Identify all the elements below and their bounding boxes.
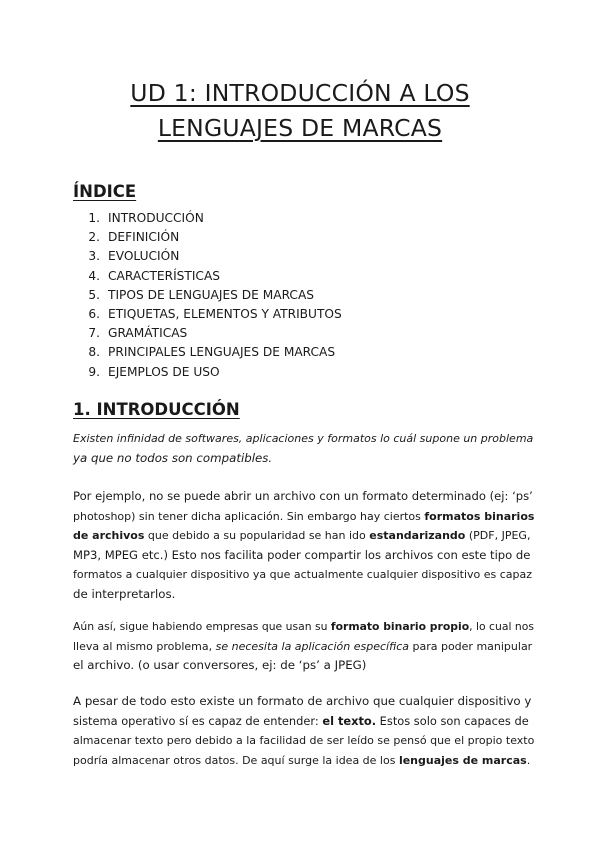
intro-paragraph-1: Existen infinidad de softwares, aplicaciones y formatos lo cuál supone un problema ya que no todos son compatibles. <box>73 432 534 465</box>
bold-text: estandarizando <box>369 529 466 543</box>
index-item-label: PRINCIPALES LENGUAJES DE MARCAS <box>108 345 336 360</box>
index-item-label: ETIQUETAS, ELEMENTOS Y ATRIBUTOS <box>108 306 342 321</box>
index-item <box>73 286 342 305</box>
index-heading: ÍNDICE <box>73 182 137 201</box>
bold-text: formato binario propio <box>330 620 470 633</box>
index-item-label: EJEMPLOS DE USO <box>108 364 220 379</box>
index-item-number: 3. <box>88 249 100 264</box>
index-item <box>73 343 342 362</box>
intro-paragraph-2: Por ejemplo, no se puede abrir un archivo con un formato determinado (ej: ‘ps’ photoshop) sin tener dicha aplicación. Sin embargo hay ciertos formatos binarios de archivos que debido a su popularidad se han ido estandarizando (PDF, JPEG, MP3, MPEG etc.) Esto nos facilita poder compartir los archivos con este tipo de formatos a cualquier dispositivo ya que actualmente cualquier dispositivo es capaz de interpretarlos. <box>73 489 535 601</box>
index-item <box>73 247 342 266</box>
italic-text: se necesita la aplicación específica <box>215 639 409 653</box>
index-item-label: INTRODUCCIÓN <box>108 211 204 225</box>
bold-text: el texto. <box>322 713 377 728</box>
index-item-number: 6. <box>88 306 100 321</box>
intro-paragraph-4: A pesar de todo esto existe un formato de archivo que cualquier dispositivo y sistema operativo sí es capaz de entender: el texto. Estos solo son capaces de almacenar texto pero debido a la facilidad de ser leído se pensó que el propio texto podría almacenar otros datos. De aquí surge la idea de los lenguajes de marcas. <box>73 694 535 767</box>
index-item-number: 7. <box>88 326 100 341</box>
index-item-label: CARACTERÍSTICAS <box>108 268 221 283</box>
index-item-number: 9. <box>88 364 100 379</box>
title-line-2: LENGUAJES DE MARCAS <box>157 114 443 142</box>
document-title <box>0 76 600 146</box>
index-item-label: GRAMÁTICAS <box>108 326 188 341</box>
index-item-label: DEFINICIÓN <box>108 230 180 245</box>
index-item <box>73 228 342 247</box>
bold-text: de archivos <box>73 529 145 543</box>
index-item-number: 1. <box>88 211 100 225</box>
index-item-label: EVOLUCIÓN <box>108 249 180 264</box>
index-item <box>73 324 342 343</box>
index-list <box>73 209 342 382</box>
section-heading-introduccion: 1. INTRODUCCIÓN <box>73 400 240 419</box>
intro-paragraph-3: Aún así, sigue habiendo empresas que usan su formato binario propio, lo cual nos lleva al mismo problema, se necesita la aplicación específica para poder manipular el archivo. (o usar conversores, ej: de ‘ps’ a JPEG) <box>73 620 534 673</box>
index-item-number: 5. <box>88 287 100 302</box>
index-item-label: TIPOS DE LENGUAJES DE MARCAS <box>108 287 315 302</box>
bold-text: lenguajes de marcas <box>398 753 527 767</box>
title-line-1: UD 1: INTRODUCCIÓN A LOS <box>130 79 470 107</box>
bold-text: formatos binarios <box>424 509 535 523</box>
index-item <box>73 305 342 324</box>
index-item-number: 2. <box>88 230 100 245</box>
index-item-number: 4. <box>88 268 100 283</box>
index-item <box>73 209 342 228</box>
index-item <box>73 267 342 286</box>
index-item <box>73 363 342 382</box>
index-item-number: 8. <box>88 345 100 360</box>
